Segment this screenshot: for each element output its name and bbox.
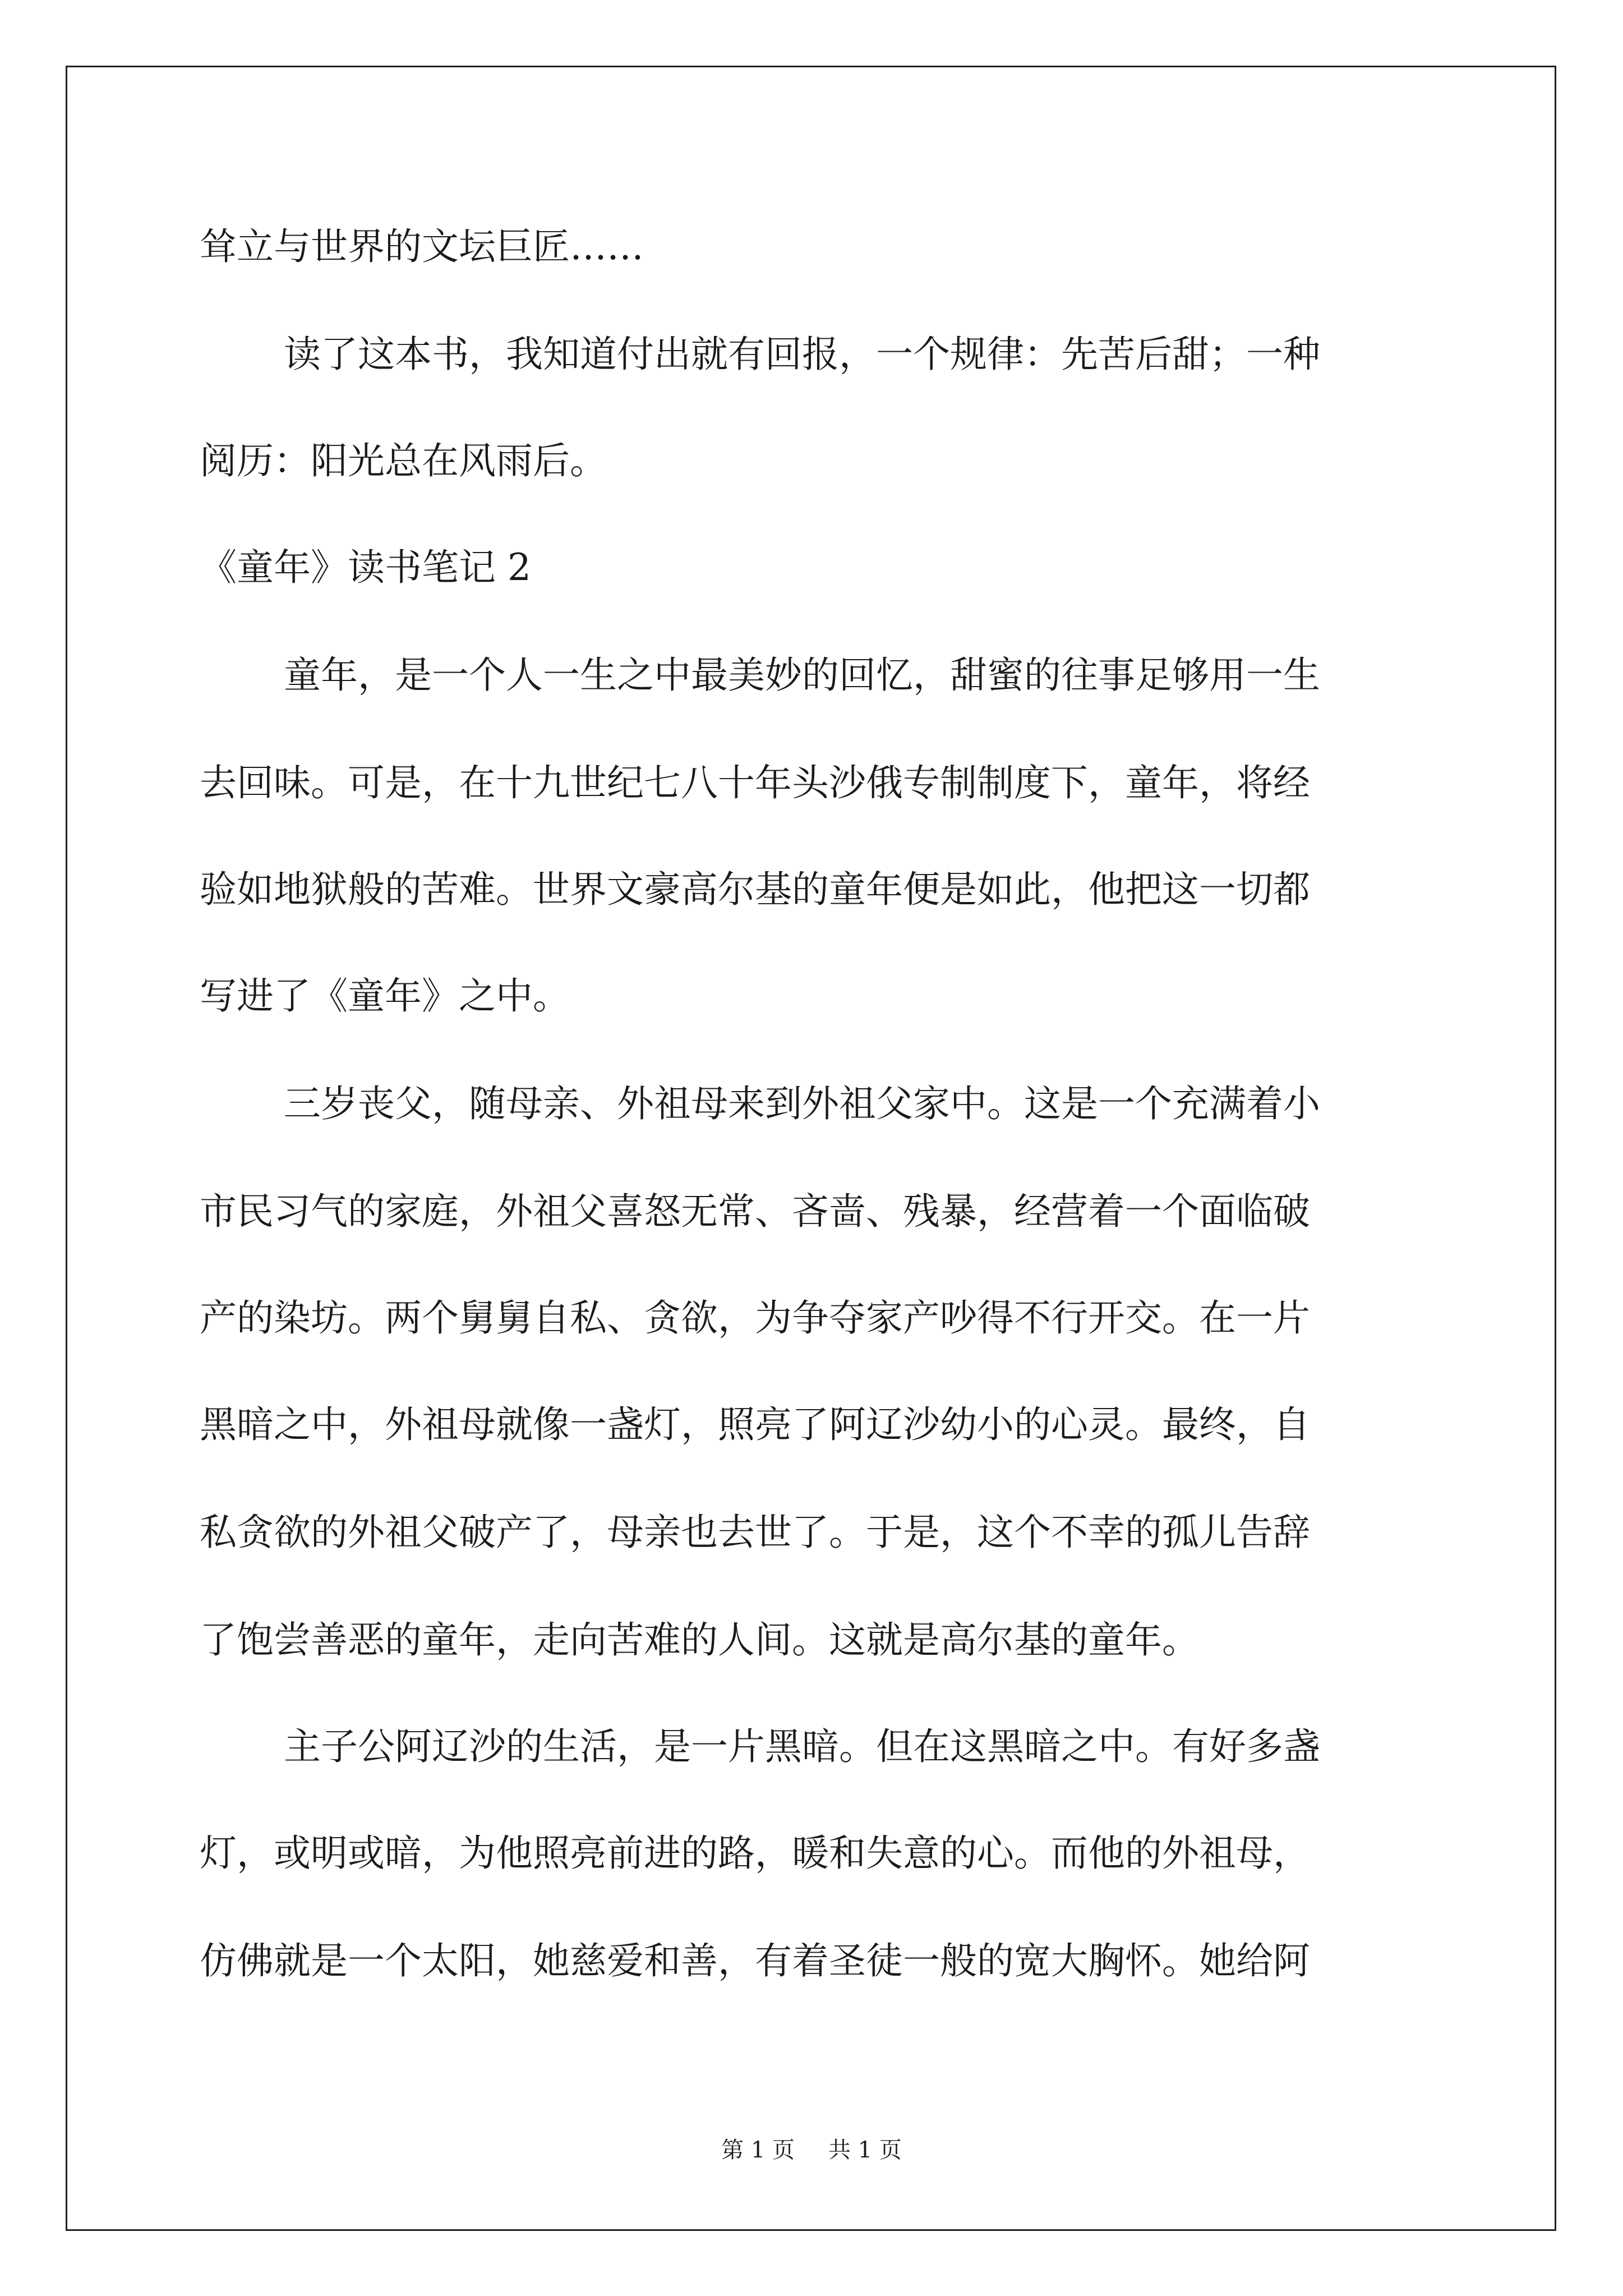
- text-line-1: 耸立与世界的文坛巨匠……: [200, 225, 644, 268]
- text-line-8: 写进了《童年》之中。: [200, 974, 570, 1018]
- text-line-11: 产的染坊。两个舅舅自私、贪欲，为争夺家产吵得不行开交。在一片: [200, 1296, 1310, 1340]
- text-line-6: 去回味。可是，在十九世纪七八十年头沙俄专制制度下，童年，将经: [200, 761, 1310, 804]
- text-line-14: 了饱尝善恶的童年，走向苦难的人间。这就是高尔基的童年。: [200, 1618, 1199, 1662]
- text-line-12: 黑暗之中，外祖母就像一盏灯，照亮了阿辽沙幼小的心灵。最终，自: [200, 1403, 1310, 1446]
- text-line-5: 童年，是一个人一生之中最美妙的回忆，甜蜜的往事足够用一生: [284, 654, 1320, 697]
- text-line-2: 读了这本书，我知道付出就有回报，一个规律：先苦后甜；一种: [284, 333, 1320, 376]
- section-heading: 《童年》读书笔记 2: [200, 546, 531, 589]
- text-line-17: 仿佛就是一个太阳，她慈爱和善，有着圣徒一般的宽大胸怀。她给阿: [200, 1939, 1310, 1982]
- text-line-13: 私贪欲的外祖父破产了，母亲也去世了。于是，这个不幸的孤儿告辞: [200, 1511, 1310, 1554]
- page-number: 第 1 页: [721, 2137, 795, 2163]
- page-total: 共 1 页: [828, 2137, 902, 2163]
- page-footer: [0, 2136, 1623, 2164]
- text-line-15: 主子公阿辽沙的生活，是一片黑暗。但在这黑暗之中。有好多盏: [284, 1725, 1320, 1768]
- text-line-10: 市民习气的家庭，外祖父喜怒无常、吝啬、残暴，经营着一个面临破: [200, 1190, 1310, 1233]
- page-border: [66, 66, 1556, 2231]
- text-line-7: 验如地狱般的苦难。世界文豪高尔基的童年便是如此，他把这一切都: [200, 868, 1310, 911]
- text-line-16: 灯，或明或暗，为他照亮前进的路，暖和失意的心。而他的外祖母，: [200, 1832, 1310, 1875]
- text-line-9: 三岁丧父，随母亲、外祖母来到外祖父家中。这是一个充满着小: [284, 1082, 1320, 1125]
- text-line-3: 阅历：阳光总在风雨后。: [200, 439, 607, 482]
